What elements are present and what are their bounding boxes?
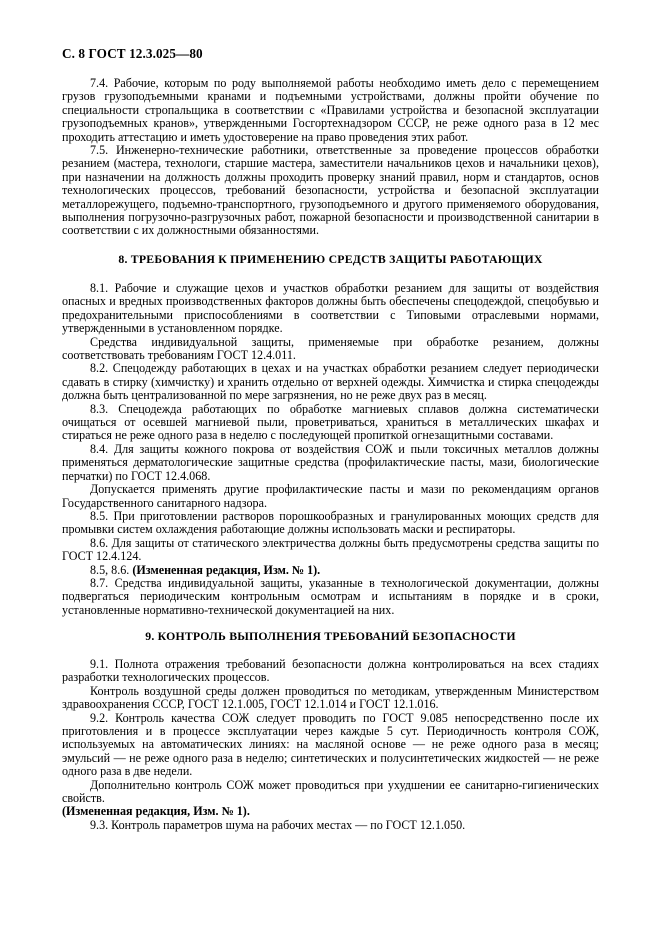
- paragraph-8-1-ppe: Средства индивидуальной защиты, применяемые при обработке резанием, должны соответствовать требованиям ГОСТ 12.4.011.: [62, 334, 599, 363]
- paragraph-8-4: 8.4. Для защиты кожного покрова от воздействия СОЖ и пыли токсичных металлов должны применяться дерматологические защитные средства (профилактические пасты, мази, биологические перчатки) по ГОСТ 12.4.068.: [62, 441, 599, 483]
- section-8-title: 8. ТРЕБОВАНИЯ К ПРИМЕНЕНИЮ СРЕДСТВ ЗАЩИТЫ РАБОТАЮЩИХ: [118, 252, 543, 266]
- amendment-prefix: 8.5, 8.6.: [90, 562, 130, 577]
- paragraph-8-3: 8.3. Спецодежда работающих по обработке магниевых сплавов должна систематически очищаться от осевшей магниевой пыли, проветриваться, храниться в металлических шкафах и стираться не реже одного раза в неделю с последующей пропиткой огнезащитными составами.: [62, 401, 599, 443]
- paragraph-9-2-extra: Дополнительно контроль СОЖ может проводиться при ухудшении ее санитарно-гигиенических свойств.: [62, 777, 599, 806]
- paragraph-9-1: 9.1. Полнота отражения требований безопасности должна контролироваться на всех стадиях разработки технологических процессов.: [62, 657, 599, 685]
- section-9-title: 9. КОНТРОЛЬ ВЫПОЛНЕНИЯ ТРЕБОВАНИЙ БЕЗОПАСНОСТИ: [145, 629, 516, 643]
- paragraph-8-5: 8.5. При приготовлении растворов порошкообразных и гранулированных моющих средств для промывки систем охлаждения работающие должны использовать маски и респираторы.: [62, 508, 599, 537]
- paragraph-9-3: 9.3. Контроль параметров шума на рабочих местах — по ГОСТ 12.1.050.: [90, 817, 466, 832]
- amendment-text: (Измененная редакция, Изм. № 1).: [62, 804, 250, 819]
- paragraph-9-1-air: Контроль воздушной среды должен проводиться по методикам, утвержденным Министерством здравоохранения СССР, ГОСТ 12.1.005, ГОСТ 12.1.014 и ГОСТ 12.1.016.: [62, 683, 599, 712]
- paragraph-8-6: 8.6. Для защиты от статического электричества должны быть предусмотрены средства защиты по ГОСТ 12.4.124.: [62, 535, 599, 564]
- paragraph-7-4: 7.4. Рабочие, которым по роду выполняемой работы необходимо иметь дело с перемещением грузов грузоподъемными кранами и подъемными устройствами, должны пройти обучение по специальности стропальщика в соответствии с «Правилами устройства и безопасной эксплуатации грузоподъемных кранов», утвержденными Госгортехнадзором СССР, не реже одного раза в 12 мес проходить аттестацию и иметь удостоверение на право проведения этих работ.: [62, 76, 599, 144]
- paragraph-7-5: 7.5. Инженерно-технические работники, ответственные за проведение процессов обработки резанием (мастера, технологи, старшие мастера, заместители начальников цехов и начальники цехов), при назначении на должность должны проходить проверку знаний правил, норм и стандартов, основ технологических процессов, требований безопасности, устройства и безопасной эксплуатации металлорежущего, подъемно-транспортного, грузоподъемного и другого применяемого оборудования, выполнения погрузочно-разгрузочных работ, пожарной безопасности и производственной санитарии в соответствии с их должностными обязанностями.: [62, 143, 599, 238]
- page-header: С. 8 ГОСТ 12.3.025—80: [62, 46, 203, 61]
- paragraph-9-2: 9.2. Контроль качества СОЖ следует проводить по ГОСТ 9.085 непосредственно после их приготовления и в процессе эксплуатации через каждые 5 сут. Периодичность контроля СОЖ, используемых на автоматических линиях: на масляной основе — не реже одного раза в месяц; эмульсий — не реже одного раза в неделю; синтетических и полусинтетических жидкостей — не реже одного раза в две недели.: [62, 710, 599, 779]
- amendment-note-8: [62, 564, 599, 577]
- section-7-text: [62, 77, 599, 238]
- paragraph-8-2: 8.2. Спецодежду работающих в цехах и на участках обработки резанием следует периодически сдавать в стирку (химчистку) и хранить отдельно от верхней одежды. Химчистка и стирка спецодежды должна быть централизованной по мере загрязнения, но не реже двух раз в месяц.: [62, 361, 599, 403]
- paragraph-8-4-note: Допускается применять другие профилактические пасты и мази по рекомендациям органов Государственного санитарного надзора.: [62, 482, 599, 510]
- paragraph-8-7: 8.7. Средства индивидуальной защиты, указанные в технологической документации, должны подвергаться периодическим контрольным осмотрам и испытаниям в порядке и в сроки, установленные нормативно-технической документацией на них.: [62, 575, 599, 617]
- section-8-text: [62, 282, 599, 617]
- section-9-text: [62, 658, 599, 832]
- paragraph-8-1: 8.1. Рабочие и служащие цехов и участков обработки резанием для защиты от воздействия опасных и вредных производственных факторов должны быть обеспечены спецодеждой, спецобувью и предохранительными приспособлениями в соответствии с Типовыми отраслевыми нормами, утвержденными в установленном порядке.: [62, 281, 599, 336]
- amendment-note-9: [62, 805, 599, 818]
- amendment-text: (Измененная редакция, Изм. № 1).: [132, 562, 321, 577]
